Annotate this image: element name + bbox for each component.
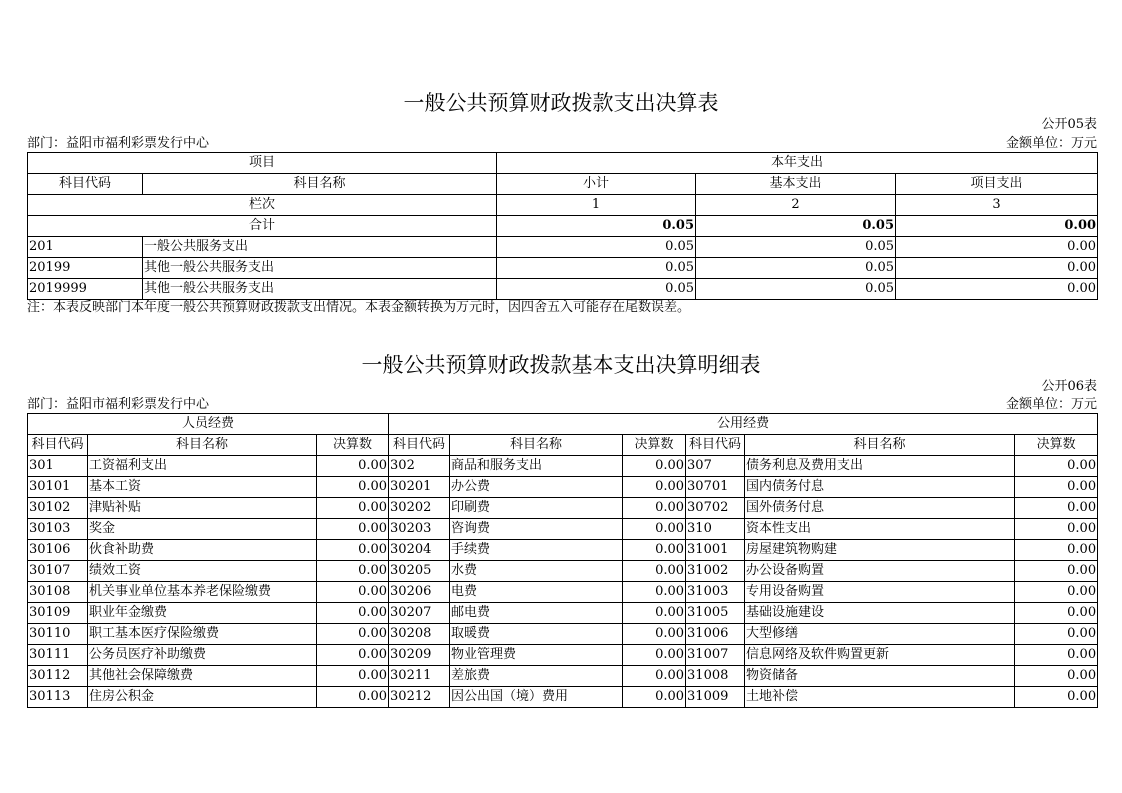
- amount-value: 0.00: [623, 498, 686, 519]
- table-row: [28, 645, 1098, 666]
- table2-unit: 金额单位：万元: [1005, 397, 1097, 412]
- header-basic: 基本支出: [696, 174, 896, 195]
- subject-code: 30204: [389, 540, 450, 561]
- subject-name: 咨询费: [450, 519, 623, 540]
- table2: [27, 413, 1098, 708]
- amount-value: 0.00: [623, 456, 686, 477]
- header-subject-name: 科目名称: [143, 174, 497, 195]
- subject-name: 电费: [450, 582, 623, 603]
- table-row: [28, 498, 1098, 519]
- subject-code: 307: [686, 456, 745, 477]
- amount-value: 0.00: [623, 540, 686, 561]
- subject-code: 30206: [389, 582, 450, 603]
- amount-value: 0.00: [1015, 645, 1098, 666]
- amount-value: 0.00: [1015, 498, 1098, 519]
- header-project-exp: 项目支出: [896, 174, 1098, 195]
- amount-value: 0.00: [623, 645, 686, 666]
- table-row: [28, 279, 1098, 300]
- subject-code: 30112: [28, 666, 88, 687]
- amount-value: 0.00: [317, 645, 389, 666]
- subject-code: 30109: [28, 603, 88, 624]
- basic-value: 0.05: [696, 279, 896, 300]
- total-project: 0.00: [896, 216, 1098, 237]
- amount-value: 0.00: [1015, 624, 1098, 645]
- subject-code: 20199: [28, 258, 143, 279]
- subject-name: 基本工资: [88, 477, 317, 498]
- subject-code: 30702: [686, 498, 745, 519]
- subject-name: 大型修缮: [745, 624, 1015, 645]
- subject-name: 工资福利支出: [88, 456, 317, 477]
- amount-value: 0.00: [1015, 456, 1098, 477]
- amount-value: 0.00: [1015, 603, 1098, 624]
- subject-name: 因公出国（境）费用: [450, 687, 623, 708]
- amount-value: 0.00: [623, 666, 686, 687]
- subject-name: 房屋建筑物购建: [745, 540, 1015, 561]
- amount-value: 0.00: [317, 498, 389, 519]
- table1: [27, 152, 1098, 300]
- subject-name: 物资储备: [745, 666, 1015, 687]
- amount-value: 0.00: [317, 456, 389, 477]
- amount-value: 0.00: [317, 582, 389, 603]
- subject-code: 30205: [389, 561, 450, 582]
- subject-name: 办公设备购置: [745, 561, 1015, 582]
- subject-name: 债务利息及费用支出: [745, 456, 1015, 477]
- subject-code: 30110: [28, 624, 88, 645]
- table1-note: 注：本表反映部门本年度一般公共预算财政拨款支出情况。本表金额转换为万元时，因四舍五入可能存在尾数误差。: [27, 300, 691, 315]
- amount-value: 0.00: [1015, 687, 1098, 708]
- subject-name: 土地补偿: [745, 687, 1015, 708]
- amount-value: 0.00: [317, 687, 389, 708]
- basic-value: 0.05: [696, 258, 896, 279]
- subject-code: 31008: [686, 666, 745, 687]
- table-row: [28, 258, 1098, 279]
- subject-code: 30201: [389, 477, 450, 498]
- amount-value: 0.00: [317, 603, 389, 624]
- subtotal-value: 0.05: [497, 279, 696, 300]
- amount-value: 0.00: [1015, 666, 1098, 687]
- subject-code: 30203: [389, 519, 450, 540]
- header-subject-code: 科目代码: [686, 435, 745, 456]
- subject-code: 30103: [28, 519, 88, 540]
- subject-code: 30701: [686, 477, 745, 498]
- table1-unit: 金额单位：万元: [1005, 136, 1097, 151]
- subject-code: 30111: [28, 645, 88, 666]
- subject-code: 31005: [686, 603, 745, 624]
- subject-name: 手续费: [450, 540, 623, 561]
- amount-value: 0.00: [623, 582, 686, 603]
- header-public: 公用经费: [389, 414, 1098, 435]
- subject-name: 其他社会保障缴费: [88, 666, 317, 687]
- table-row: [28, 561, 1098, 582]
- table1-department: 部门：益阳市福利彩票发行中心: [27, 136, 210, 151]
- subject-name: 其他一般公共服务支出: [143, 279, 497, 300]
- header-subtotal: 小计: [497, 174, 696, 195]
- column-index-3: 3: [896, 195, 1098, 216]
- subject-code: 30211: [389, 666, 450, 687]
- subject-code: 301: [28, 456, 88, 477]
- table-row: [28, 237, 1098, 258]
- header-amount: 决算数: [623, 435, 686, 456]
- table1-header-row-1: [28, 153, 1098, 174]
- subject-code: 31006: [686, 624, 745, 645]
- table-row: [28, 666, 1098, 687]
- header-subject-code: 科目代码: [28, 174, 143, 195]
- subject-name: 伙食补助费: [88, 540, 317, 561]
- subject-name: 差旅费: [450, 666, 623, 687]
- subject-name: 基础设施建设: [745, 603, 1015, 624]
- column-label: 栏次: [28, 195, 497, 216]
- table1-code: 公开05表: [1041, 117, 1097, 132]
- table2-header-row-1: [28, 414, 1098, 435]
- subject-name: 职业年金缴费: [88, 603, 317, 624]
- table2-code: 公开06表: [1041, 379, 1097, 394]
- amount-value: 0.00: [1015, 519, 1098, 540]
- amount-value: 0.00: [1015, 540, 1098, 561]
- subject-code: 30106: [28, 540, 88, 561]
- subject-name: 专用设备购置: [745, 582, 1015, 603]
- subject-code: 30202: [389, 498, 450, 519]
- total-label: 合计: [28, 216, 497, 237]
- project-value: 0.00: [896, 237, 1098, 258]
- subject-name: 商品和服务支出: [450, 456, 623, 477]
- amount-value: 0.00: [1015, 477, 1098, 498]
- table-row: [28, 477, 1098, 498]
- amount-value: 0.00: [317, 624, 389, 645]
- table-row: [28, 456, 1098, 477]
- table-row: [28, 603, 1098, 624]
- header-subject-name: 科目名称: [450, 435, 623, 456]
- amount-value: 0.00: [317, 519, 389, 540]
- table-row: [28, 687, 1098, 708]
- subject-code: 30101: [28, 477, 88, 498]
- column-index-1: 1: [497, 195, 696, 216]
- subject-name: 国外债务付息: [745, 498, 1015, 519]
- amount-value: 0.00: [317, 666, 389, 687]
- table1-column-index-row: [28, 195, 1098, 216]
- table-row: [28, 582, 1098, 603]
- subject-name: 奖金: [88, 519, 317, 540]
- amount-value: 0.00: [623, 519, 686, 540]
- table2-title: 一般公共预算财政拨款基本支出决算明细表: [361, 353, 761, 377]
- amount-value: 0.00: [623, 477, 686, 498]
- subject-code: 310: [686, 519, 745, 540]
- subject-name: 一般公共服务支出: [143, 237, 497, 258]
- project-value: 0.00: [896, 258, 1098, 279]
- total-subtotal: 0.05: [497, 216, 696, 237]
- table1-total-row: [28, 216, 1098, 237]
- amount-value: 0.00: [1015, 582, 1098, 603]
- amount-value: 0.00: [623, 624, 686, 645]
- amount-value: 0.00: [623, 603, 686, 624]
- subject-code: 30212: [389, 687, 450, 708]
- subject-code: 30107: [28, 561, 88, 582]
- subject-code: 31007: [686, 645, 745, 666]
- subject-code: 201: [28, 237, 143, 258]
- header-amount: 决算数: [1015, 435, 1098, 456]
- amount-value: 0.00: [317, 477, 389, 498]
- subject-name: 办公费: [450, 477, 623, 498]
- subject-code: 31009: [686, 687, 745, 708]
- header-amount: 决算数: [317, 435, 389, 456]
- header-subject-code: 科目代码: [389, 435, 450, 456]
- subject-name: 印刷费: [450, 498, 623, 519]
- subject-name: 机关事业单位基本养老保险缴费: [88, 582, 317, 603]
- table-row: [28, 540, 1098, 561]
- table2-header-row-2: [28, 435, 1098, 456]
- subject-name: 职工基本医疗保险缴费: [88, 624, 317, 645]
- subject-name: 资本性支出: [745, 519, 1015, 540]
- subject-name: 绩效工资: [88, 561, 317, 582]
- total-basic: 0.05: [696, 216, 896, 237]
- header-project: 项目: [28, 153, 497, 174]
- subject-code: 30113: [28, 687, 88, 708]
- project-value: 0.00: [896, 279, 1098, 300]
- amount-value: 0.00: [623, 561, 686, 582]
- amount-value: 0.00: [317, 540, 389, 561]
- subject-name: 水费: [450, 561, 623, 582]
- subject-code: 30207: [389, 603, 450, 624]
- column-index-2: 2: [696, 195, 896, 216]
- basic-value: 0.05: [696, 237, 896, 258]
- table2-department: 部门：益阳市福利彩票发行中心: [27, 397, 210, 412]
- amount-value: 0.00: [623, 687, 686, 708]
- subject-code: 30102: [28, 498, 88, 519]
- subtotal-value: 0.05: [497, 237, 696, 258]
- subject-code: 302: [389, 456, 450, 477]
- subject-name: 信息网络及软件购置更新: [745, 645, 1015, 666]
- subject-code: 31003: [686, 582, 745, 603]
- table1-title: 一般公共预算财政拨款支出决算表: [403, 91, 719, 115]
- table-row: [28, 519, 1098, 540]
- table1-header-row-2: [28, 174, 1098, 195]
- subject-name: 邮电费: [450, 603, 623, 624]
- subject-name: 其他一般公共服务支出: [143, 258, 497, 279]
- header-subject-name: 科目名称: [88, 435, 317, 456]
- subject-name: 津贴补贴: [88, 498, 317, 519]
- header-personnel: 人员经费: [28, 414, 389, 435]
- table2-body: [28, 456, 1098, 708]
- subject-name: 取暖费: [450, 624, 623, 645]
- subtotal-value: 0.05: [497, 258, 696, 279]
- amount-value: 0.00: [317, 561, 389, 582]
- subject-name: 公务员医疗补助缴费: [88, 645, 317, 666]
- subject-code: 31002: [686, 561, 745, 582]
- subject-name: 物业管理费: [450, 645, 623, 666]
- subject-code: 30108: [28, 582, 88, 603]
- table-row: [28, 624, 1098, 645]
- header-subject-name: 科目名称: [745, 435, 1015, 456]
- header-current-year: 本年支出: [497, 153, 1098, 174]
- header-subject-code: 科目代码: [28, 435, 88, 456]
- subject-code: 31001: [686, 540, 745, 561]
- amount-value: 0.00: [1015, 561, 1098, 582]
- subject-code: 30208: [389, 624, 450, 645]
- subject-name: 国内债务付息: [745, 477, 1015, 498]
- subject-code: 30209: [389, 645, 450, 666]
- subject-code: 2019999: [28, 279, 143, 300]
- subject-name: 住房公积金: [88, 687, 317, 708]
